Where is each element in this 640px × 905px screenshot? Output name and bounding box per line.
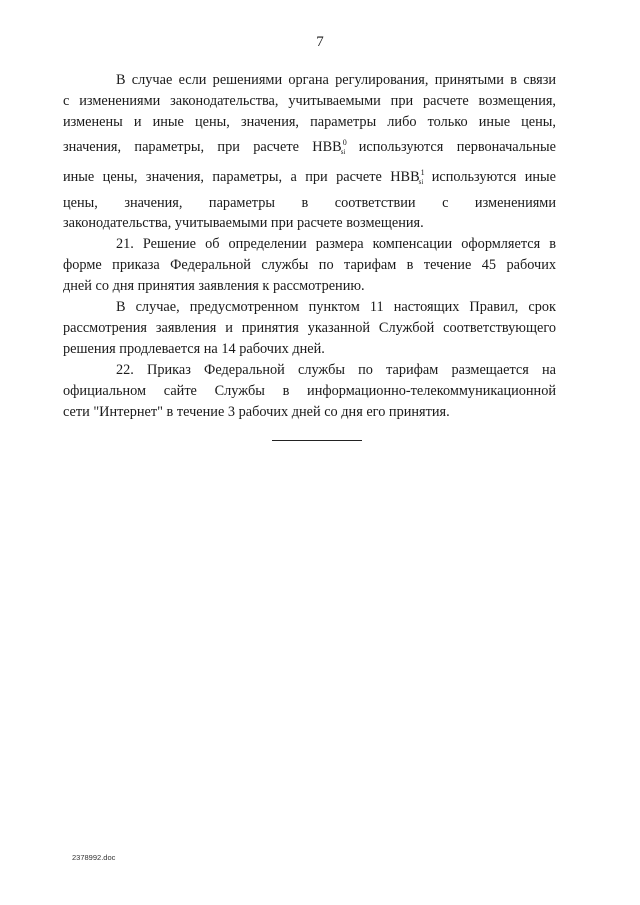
formula-superscript: 0 [342,137,347,147]
footer-filename: 2378992.doc [72,853,116,862]
text-line: цены, значения, параметры в соответствии с изменениями [63,194,556,211]
formula-subscript: si [418,177,424,186]
text-line: законодательства, учитываемыми при расчете возмещения. [63,215,424,232]
text-line: с изменениями законодательства, учитываемыми при расчете возмещения, [63,92,556,109]
formula-superscript: 1 [420,167,425,177]
text-line: В случае если решениями органа регулирования, принятыми в связи [116,72,556,88]
paragraph-review-extension [63,297,556,360]
paragraph-22-order-publication [63,360,556,423]
end-separator-line [272,440,362,441]
text-line: рассмотрения заявления и принятия указанной Службой соответствующего [63,319,556,336]
text-line: форме приказа Федеральной службы по тарифам в течение 45 рабочих [63,257,556,274]
text-line: 21. Решение об определении размера компенсации оформляется в [116,236,556,253]
text-line-with-formula [63,133,556,163]
text-fragment: используются иные [431,168,556,185]
text-line: сети "Интернет" в течение 3 рабочих дней со дня его принятия. [63,403,450,420]
text-line-with-formula [63,163,556,193]
document-body [63,70,556,423]
text-line: решения продлевается на 14 рабочих дней. [63,340,325,357]
formula-base: НВВ [390,168,420,185]
text-fragment: значения, параметры, при расчете [63,138,299,155]
text-fragment: используются первоначальные [358,138,556,155]
text-line: 22. Приказ Федеральной службы по тарифам размещается на [116,361,556,378]
text-fragment: иные цены, значения, параметры, а при расчете [63,168,382,185]
page-number: 7 [316,34,324,50]
text-line: изменены и иные цены, значения, параметры либо только иные цены, [63,113,556,130]
text-line: официальном сайте Службы в информационно-телекоммуникационной [63,382,556,399]
text-line: дней со дня принятия заявления к рассмотрению. [63,278,365,295]
paragraph-21-compensation-decision [63,234,556,297]
formula-base: НВВ [312,138,342,155]
paragraph-revenue-recalculation [63,70,556,234]
text-line: В случае, предусмотренном пунктом 11 настоящих Правил, срок [116,299,556,316]
formula-nvv-0-si [312,139,345,155]
formula-subscript: si [340,147,346,156]
formula-nvv-1-si [390,169,423,185]
